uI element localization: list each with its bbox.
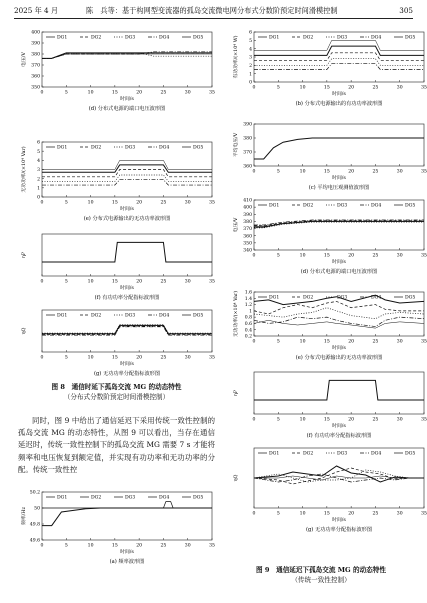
legend-label: DG5 — [405, 295, 416, 301]
chart-svg — [20, 308, 218, 380]
chart-caption: (e) 分布式电源输出的无功功率波形图 — [295, 355, 383, 361]
page-header — [14, 6, 413, 19]
y-tick-label: 370 — [243, 227, 252, 233]
x-tick-label: 15 — [323, 511, 330, 517]
y-tick-label: 0 — [37, 195, 40, 201]
x-tick-label: 30 — [184, 279, 191, 285]
legend-label: DG2 — [303, 35, 314, 41]
y-tick-label: 370 — [31, 63, 40, 69]
chart-caption: (d) 分布式电源的端口电压波形图 — [300, 269, 378, 275]
legend-label: DG1 — [57, 495, 68, 501]
header-date: 2025 年 4 月 — [14, 6, 59, 15]
chart-caption: (b) 分布式电源输出的有功功率波形图 — [295, 101, 383, 107]
x-tick-label: 20 — [348, 85, 355, 91]
y-tick-label: 3 — [37, 168, 40, 174]
y-tick-label: 1 — [37, 186, 40, 192]
legend-label: DG2 — [91, 313, 102, 319]
x-tick-label: 35 — [421, 253, 427, 259]
x-tick-label: 30 — [396, 417, 403, 423]
legend-label: DG3 — [125, 145, 136, 151]
x-tick-label: 20 — [348, 169, 355, 175]
y-tick-label: 0.8 — [244, 315, 252, 321]
x-tick-label: 5 — [276, 85, 280, 91]
x-tick-label: 25 — [372, 511, 379, 517]
chart-fig9-c — [232, 122, 427, 194]
x-tick-label: 30 — [396, 339, 403, 345]
x-tick-label: 20 — [348, 253, 355, 259]
x-tick-label: 35 — [421, 169, 427, 175]
x-axis-label: 时间/s — [332, 346, 346, 351]
legend-label: DG5 — [193, 145, 204, 151]
legend-label: DG2 — [91, 145, 102, 151]
y-axis-label: 频率/Hz — [22, 507, 27, 525]
legend-label: DG3 — [337, 451, 348, 457]
x-tick-label: 0 — [40, 543, 44, 549]
chart-svg — [232, 446, 427, 536]
legend-label: DG5 — [405, 451, 416, 457]
chart-svg — [232, 198, 427, 278]
chart-svg — [232, 30, 427, 110]
series-line-dg2 — [254, 53, 424, 61]
y-axis-label: 平均电压/V — [234, 132, 239, 158]
x-tick-label: 10 — [87, 543, 94, 549]
chart-fig8-e — [20, 140, 218, 225]
x-axis-label: 时间/s — [332, 424, 346, 429]
y-tick-label: 390 — [243, 122, 252, 128]
x-tick-label: 15 — [323, 339, 330, 345]
legend-label: DG4 — [371, 451, 382, 457]
y-tick-label: 350 — [243, 241, 252, 247]
x-axis-label: 时间/s — [120, 362, 134, 367]
x-tick-label: 25 — [372, 85, 379, 91]
y-tick-label: 1.2 — [244, 303, 252, 309]
x-tick-label: 5 — [276, 339, 280, 345]
x-tick-label: 20 — [136, 543, 143, 549]
x-axis-label: 时间/s — [120, 97, 134, 102]
chart-fig9-e — [232, 290, 427, 364]
y-axis-label: 无功功率/(×10⁴ Var) — [234, 290, 239, 338]
x-tick-label: 0 — [252, 253, 256, 259]
x-axis-label: 时间/s — [120, 286, 134, 291]
x-axis-label: 时间/s — [332, 518, 346, 523]
x-tick-label: 20 — [348, 339, 355, 345]
legend-label: DG3 — [125, 313, 136, 319]
x-tick-label: 20 — [136, 200, 143, 206]
figure9-caption-subtitle: （传统一致性控制） — [291, 575, 351, 584]
figure8-caption-title: 图 8 通信时延下孤岛交流 MG 的动态特性 — [51, 383, 182, 391]
chart-fig9-f — [232, 370, 427, 442]
x-tick-label: 5 — [64, 279, 68, 285]
x-axis-label: 时间/s — [120, 207, 134, 212]
x-tick-label: 25 — [372, 339, 379, 345]
legend-label: DG1 — [57, 145, 68, 151]
chart-fig9-g — [232, 446, 427, 536]
x-tick-label: 30 — [184, 90, 191, 96]
chart-svg — [20, 30, 218, 115]
x-tick-label: 15 — [111, 90, 118, 96]
x-tick-label: 5 — [64, 90, 68, 96]
legend-label: DG5 — [405, 203, 416, 209]
legend-label: DG4 — [159, 35, 170, 41]
legend-label: DG4 — [371, 203, 382, 209]
x-tick-label: 20 — [136, 279, 143, 285]
chart-caption: (e) 分布式电源输出的无功功率波形图 — [83, 216, 171, 222]
y-tick-label: 360 — [31, 74, 40, 80]
y-tick-label: 1.6 — [244, 290, 252, 296]
chart-fig9-b — [232, 30, 427, 110]
x-tick-label: 20 — [348, 417, 355, 423]
y-axis-label: ηQ — [22, 327, 27, 335]
chart-caption: (c) 平均电压观测值波形图 — [308, 185, 370, 191]
chart-fig8-d — [20, 30, 218, 115]
y-tick-label: 4 — [37, 158, 40, 164]
legend-label: DG1 — [269, 35, 280, 41]
legend-label: DG2 — [91, 495, 102, 501]
x-tick-label: 0 — [252, 85, 256, 91]
x-tick-label: 25 — [160, 90, 167, 96]
x-tick-label: 10 — [87, 90, 94, 96]
x-tick-label: 35 — [421, 339, 427, 345]
legend-label: DG1 — [57, 35, 68, 41]
series-line-dg1 — [42, 508, 212, 526]
x-tick-label: 5 — [64, 200, 68, 206]
x-axis-label: 时间/s — [120, 550, 134, 555]
legend-label: DG2 — [303, 451, 314, 457]
x-tick-label: 15 — [111, 543, 118, 549]
chart-svg — [232, 290, 427, 364]
x-tick-label: 25 — [160, 200, 167, 206]
chart-svg — [20, 490, 218, 568]
chart-fig8-g — [20, 308, 218, 380]
series-line-dg4 — [42, 180, 212, 186]
x-tick-label: 15 — [323, 253, 330, 259]
x-tick-label: 10 — [299, 169, 306, 175]
y-tick-label: 49.6 — [29, 538, 40, 544]
chart-caption: (g) 无功功率分配指标波形图 — [93, 371, 161, 377]
chart-fig9-d — [232, 198, 427, 278]
x-tick-label: 0 — [252, 417, 256, 423]
x-tick-label: 35 — [209, 200, 215, 206]
chart-caption: (d) 分布式电源的端口电压波形图 — [88, 106, 166, 112]
figure9-caption — [232, 566, 410, 585]
x-tick-label: 0 — [40, 355, 44, 361]
x-tick-label: 10 — [299, 339, 306, 345]
y-tick-label: 340 — [243, 248, 252, 254]
x-tick-label: 25 — [372, 169, 379, 175]
chart-svg — [20, 232, 218, 304]
y-axis-label: 无功功率/(×10⁴ Var) — [22, 146, 27, 193]
figure8-caption — [18, 383, 215, 402]
legend-label: DG5 — [405, 35, 416, 41]
y-tick-label: 380 — [31, 52, 40, 58]
chart-caption: (f) 有功功率分配指标波形图 — [306, 433, 372, 439]
x-tick-label: 25 — [372, 253, 379, 259]
y-tick-label: 390 — [31, 41, 40, 47]
y-axis-label: 有功功率/(×10⁴ W) — [234, 35, 239, 79]
legend-label: DG1 — [269, 295, 280, 301]
x-tick-label: 15 — [111, 279, 118, 285]
x-tick-label: 0 — [252, 339, 256, 345]
y-tick-label: 0 — [249, 80, 252, 86]
chart-caption: (g) 无功功率分配指标波形图 — [305, 527, 373, 533]
x-tick-label: 5 — [64, 355, 68, 361]
x-tick-label: 20 — [136, 90, 143, 96]
y-tick-label: 350 — [31, 85, 40, 91]
x-tick-label: 35 — [209, 543, 215, 549]
body-paragraph-text: 同时，图 9 中给出了通信延迟下采用传统一致性控制的孤岛交流 MG 的动态特性，从图 9 可以看出，当存在通信延迟时，传统一致性控制下的孤岛交流 MG 需要 7 s 才能将频率和电压恢复到额定值，并实现有功功率和无功功率的分配。传统一致性控 — [18, 416, 215, 474]
x-tick-label: 25 — [160, 543, 167, 549]
legend-label: DG3 — [337, 35, 348, 41]
legend-label: DG4 — [159, 145, 170, 151]
y-tick-label: 360 — [243, 234, 252, 240]
y-tick-label: 50.2 — [29, 490, 40, 496]
legend-label: DG2 — [303, 295, 314, 301]
x-tick-label: 5 — [64, 543, 68, 549]
plot-frame — [42, 234, 212, 276]
plot-frame — [254, 124, 424, 166]
legend-label: DG2 — [91, 35, 102, 41]
y-tick-label: 3 — [249, 55, 252, 61]
x-tick-label: 15 — [111, 355, 118, 361]
series-line-dg3 — [254, 59, 424, 66]
x-tick-label: 30 — [396, 169, 403, 175]
x-tick-label: 10 — [299, 511, 306, 517]
legend-label: DG4 — [371, 295, 382, 301]
x-tick-label: 0 — [40, 200, 44, 206]
x-tick-label: 5 — [276, 169, 280, 175]
y-tick-label: 0.2 — [244, 334, 252, 340]
y-tick-label: 6 — [37, 140, 40, 146]
x-tick-label: 35 — [421, 417, 427, 423]
x-tick-label: 10 — [87, 355, 94, 361]
x-tick-label: 25 — [372, 417, 379, 423]
x-tick-label: 10 — [299, 417, 306, 423]
y-tick-label: 1 — [249, 309, 252, 315]
series-line-main — [254, 138, 424, 159]
x-tick-label: 30 — [396, 511, 403, 517]
x-tick-label: 10 — [87, 200, 94, 206]
x-tick-label: 15 — [323, 417, 330, 423]
y-tick-label: 400 — [243, 205, 252, 211]
x-tick-label: 5 — [276, 417, 280, 423]
series-line-dg4 — [254, 64, 424, 70]
x-axis-label: 时间/s — [332, 260, 346, 265]
x-tick-label: 20 — [136, 355, 143, 361]
figure9-caption-title: 图 9 通信延迟下孤岛交流 MG 的动态特性 — [256, 566, 386, 574]
legend-label: DG3 — [337, 203, 348, 209]
y-tick-label: 1.4 — [244, 296, 252, 302]
series-line-dg4 — [42, 502, 212, 508]
x-tick-label: 10 — [299, 85, 306, 91]
x-tick-label: 30 — [184, 543, 191, 549]
x-tick-label: 35 — [209, 279, 215, 285]
series-line-main — [254, 380, 424, 400]
legend-label: DG5 — [193, 35, 204, 41]
x-tick-label: 5 — [276, 253, 280, 259]
chart-svg — [20, 140, 218, 225]
y-tick-label: 2 — [249, 63, 252, 69]
legend-label: DG4 — [159, 313, 170, 319]
legend-label: DG3 — [125, 35, 136, 41]
x-tick-label: 0 — [40, 90, 44, 96]
y-axis-label: ηP — [22, 251, 27, 259]
x-tick-label: 15 — [111, 200, 118, 206]
legend-label: DG3 — [337, 295, 348, 301]
header-page-number: 305 — [399, 6, 413, 15]
x-tick-label: 20 — [348, 511, 355, 517]
x-axis-label: 时间/s — [332, 92, 346, 97]
x-tick-label: 10 — [87, 279, 94, 285]
x-tick-label: 30 — [184, 200, 191, 206]
y-axis-label: ηQ — [234, 474, 239, 482]
figure8-caption-subtitle: （分布式分数阶预定时间滑模控制） — [63, 392, 170, 401]
y-tick-label: 380 — [243, 136, 252, 142]
legend-label: DG5 — [193, 313, 204, 319]
x-tick-label: 30 — [184, 355, 191, 361]
series-line-dg5 — [254, 40, 424, 50]
legend-label: DG1 — [269, 451, 280, 457]
legend-label: DG2 — [303, 203, 314, 209]
y-tick-label: 0.6 — [244, 322, 252, 328]
header-title: 陈 兵等：基于构网型变流器的孤岛交流微电网分布式分数阶预定时间滑模控制 — [86, 6, 338, 15]
y-tick-label: 4 — [249, 47, 252, 53]
x-tick-label: 25 — [160, 279, 167, 285]
y-tick-label: 5 — [37, 149, 40, 155]
y-tick-label: 6 — [249, 30, 252, 36]
y-tick-label: 370 — [243, 150, 252, 156]
y-tick-label: 400 — [31, 30, 40, 36]
y-tick-label: 5 — [249, 38, 252, 44]
chart-fig8-f — [20, 232, 218, 304]
y-tick-label: 410 — [243, 198, 252, 204]
x-tick-label: 15 — [323, 85, 330, 91]
y-tick-label: 0.4 — [244, 328, 252, 334]
legend-label: DG1 — [57, 313, 68, 319]
legend-label: DG4 — [159, 495, 170, 501]
chart-svg — [232, 122, 427, 194]
y-tick-label: 380 — [243, 220, 252, 226]
chart-caption: (f) 有功功率分配指标波形图 — [94, 295, 160, 301]
series-line-dg1 — [42, 165, 212, 172]
y-axis-label: 电压/V — [22, 52, 27, 67]
y-tick-label: 2 — [37, 177, 40, 183]
x-tick-label: 25 — [160, 355, 167, 361]
x-tick-label: 0 — [252, 511, 256, 517]
y-axis-label: ηP — [234, 389, 239, 397]
plot-frame — [254, 372, 424, 414]
x-tick-label: 5 — [276, 511, 280, 517]
y-tick-label: 360 — [243, 164, 252, 170]
x-tick-label: 30 — [396, 85, 403, 91]
x-tick-label: 35 — [209, 355, 215, 361]
x-tick-label: 0 — [40, 279, 44, 285]
legend-label: DG4 — [371, 35, 382, 41]
series-line-dg3 — [42, 175, 212, 181]
x-tick-label: 30 — [396, 253, 403, 259]
legend-label: DG1 — [269, 203, 280, 209]
legend-label: DG5 — [193, 495, 204, 501]
series-line-dg3 — [42, 325, 212, 333]
series-line-main — [42, 242, 212, 262]
x-tick-label: 0 — [252, 169, 256, 175]
chart-svg — [232, 370, 427, 442]
x-tick-label: 15 — [323, 169, 330, 175]
x-tick-label: 35 — [421, 511, 427, 517]
chart-caption: (a) 频率波形图 — [109, 559, 145, 565]
x-tick-label: 10 — [299, 253, 306, 259]
chart-fig9-a — [20, 490, 218, 568]
y-tick-label: 49.8 — [29, 522, 40, 528]
x-axis-label: 时间/s — [332, 176, 346, 181]
y-tick-label: 50 — [34, 506, 40, 512]
series-line-dg5 — [254, 320, 424, 328]
y-tick-label: 390 — [243, 212, 252, 218]
x-tick-label: 35 — [209, 90, 215, 96]
series-line-dg1 — [254, 46, 424, 55]
body-paragraph — [18, 415, 215, 476]
series-line-dg2 — [42, 170, 212, 177]
x-tick-label: 35 — [421, 85, 427, 91]
legend-label: DG3 — [125, 495, 136, 501]
y-tick-label: 1 — [249, 72, 252, 78]
y-axis-label: 电压/V — [234, 217, 239, 233]
